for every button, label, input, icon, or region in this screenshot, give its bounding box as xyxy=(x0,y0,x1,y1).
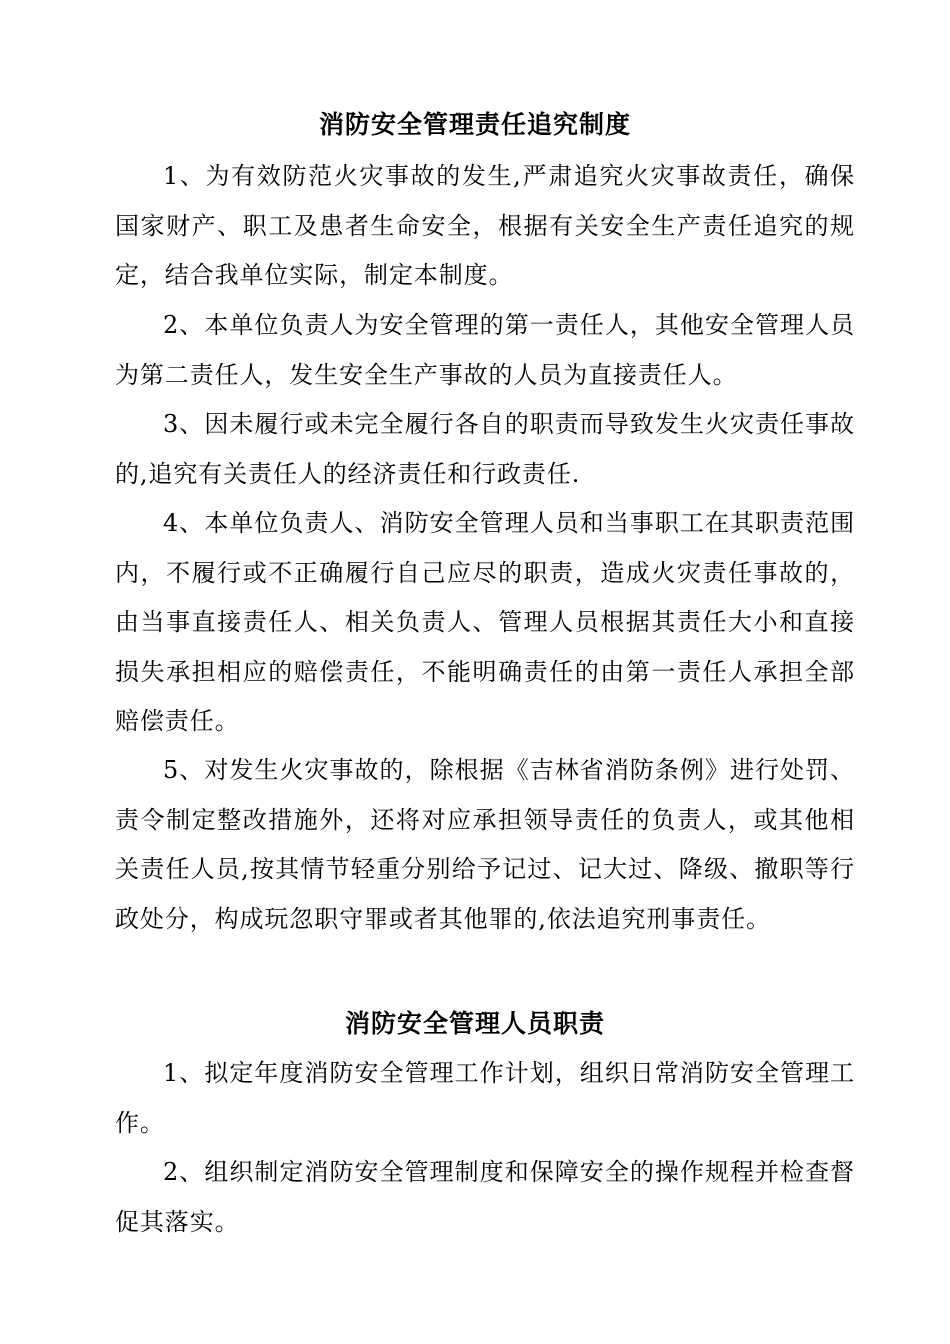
liability-item-2: 2、本单位负责人为安全管理的第一责任人，其他安全管理人员为第二责任人，发生安全生产事故的人员为直接责任人。 xyxy=(115,311,855,389)
liability-item-1: 1、为有效防范火灾事故的发生,严肃追究火灾事故责任，确保国家财产、职工及患者生命安全，根据有关安全生产责任追究的规定，结合我单位实际，制定本制度。 xyxy=(115,162,855,289)
duties-item-2: 2、组织制定消防安全管理制度和保障安全的操作规程并检查督促其落实。 xyxy=(115,1158,855,1236)
duties-item-1: 1、拟定年度消防安全管理工作计划，组织日常消防安全管理工作。 xyxy=(115,1059,855,1137)
liability-item-5: 5、对发生火灾事故的，除根据《吉林省消防条例》进行处罚、责令制定整改措施外，还将对应承担领导责任的负责人，或其他相关责任人员,按其情节轻重分别给予记过、记大过、降级、撤职等行政处分，构成玩忽职守罪或者其他罪的,依法追究刑事责任。 xyxy=(115,756,855,933)
liability-item-3: 3、因未履行或未完全履行各自的职责而导致发生火灾责任事故的,追究有关责任人的经济责任和行政责任. xyxy=(115,410,855,488)
section-title-duties: 消防安全管理人员职责 xyxy=(344,1009,605,1038)
section-title-liability: 消防安全管理责任追究制度 xyxy=(318,110,631,139)
liability-item-4: 4、本单位负责人、消防安全管理人员和当事职工在其职责范围内，不履行或不正确履行自己应尽的职责，造成火灾责任事故的，由当事直接责任人、相关负责人、管理人员根据其责任大小和直接损失承担相应的赔偿责任，不能明确责任的由第一责任人承担全部赔偿责任。 xyxy=(115,509,855,735)
